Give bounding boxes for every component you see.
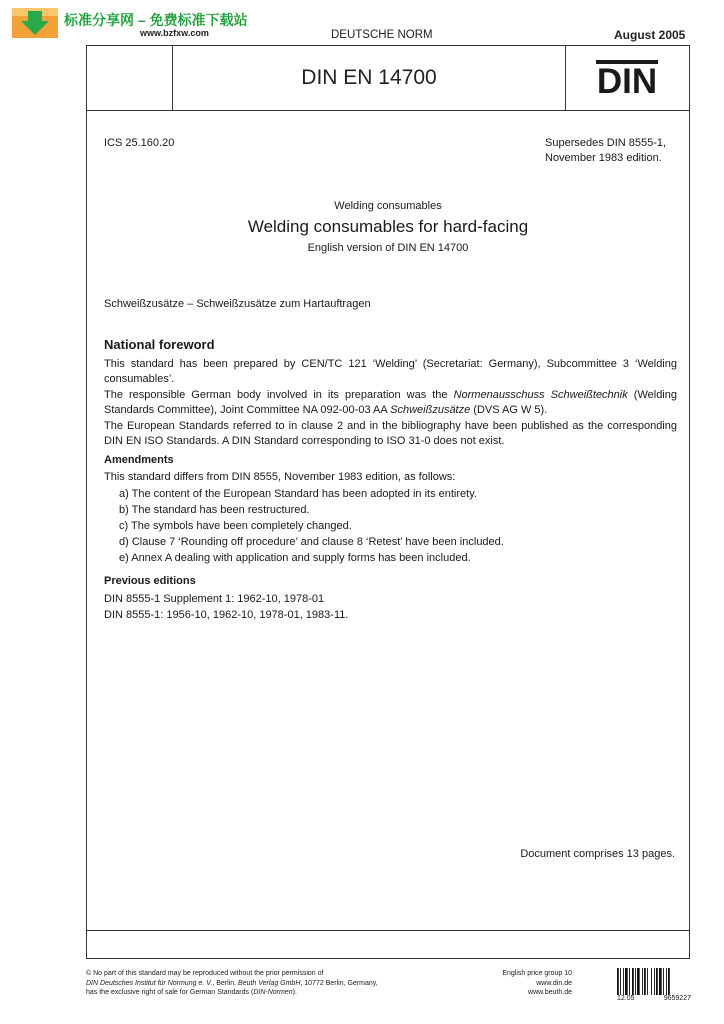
copyright-notice: © No part of this standard may be reproduced without the prior permission of DIN Deutsches Institut für Normung e. V., Berlin. Beuth Verlag GmbH, 10772 Berlin, Germany, has the exclusive right of sale for German Standards (DIN-Normen). [86, 970, 378, 996]
svg-text:DIN: DIN [596, 62, 658, 96]
document-title: Welding consumables for hard-facing [247, 217, 529, 236]
footer-rule [87, 930, 689, 931]
watermark-banner[interactable] [10, 6, 276, 40]
national-foreword-heading: National foreword [104, 337, 215, 352]
list-item: DIN 8555-1: 1956-10, 1962-10, 1978-01, 1983-11. [104, 609, 349, 621]
link-beuth[interactable]: www.beuth.de [528, 989, 572, 996]
price-info [470, 969, 572, 998]
barcode-number: 9659227 [663, 995, 691, 1002]
list-item: d) Clause 7 ‘Rounding off procedure’ and clause 8 ‘Retest’ have been included. [119, 536, 504, 548]
barcode-numbers [617, 995, 691, 1002]
title-small: Welding consumables [334, 200, 442, 212]
foreword-paragraph: The responsible German body involved in its preparation was the Normenausschuss Schweißtechnik (Welding Standards Committee), Joint Committee NA 092-00-03 AA Schweißzusätze (DVS AG W 5). [104, 389, 677, 416]
list-item: a) The content of the European Standard has been adopted in its entirety. [119, 488, 477, 500]
german-title: Schweißzusätze – Schweißzusätze zum Hartauftragen [104, 298, 371, 310]
foreword-paragraph: This standard has been prepared by CEN/TC 121 ‘Welding’ (Secretariat: Germany), Subcommittee 3 ‘Welding consumables’. [104, 358, 677, 385]
amendments-intro: This standard differs from DIN 8555, November 1983 edition, as follows: [104, 471, 456, 483]
amendments-heading: Amendments [104, 454, 174, 466]
download-arrow-icon [12, 8, 58, 38]
supersedes-note [545, 136, 685, 166]
supersedes-line: Supersedes DIN 8555-1, [545, 137, 667, 149]
price-group: English price group 10 [502, 970, 572, 977]
title-block [86, 199, 690, 255]
previous-editions-heading: Previous editions [104, 575, 196, 587]
list-item: DIN 8555-1 Supplement 1: 1962-10, 1978-01 [104, 593, 325, 605]
link-din[interactable]: www.din.de [536, 979, 572, 987]
ics-code: ICS 25.160.20 [104, 137, 175, 149]
page-count: Document comprises 13 pages. [520, 848, 675, 860]
watermark-site-name: 标准分享网 – 免费标准下载站 [64, 12, 248, 28]
din-logo-icon [596, 60, 658, 96]
barcode-date: 12.05 [617, 995, 635, 1002]
norm-label: DEUTSCHE NORM [331, 29, 433, 41]
barcode-icon [617, 968, 691, 995]
document-number: DIN EN 14700 [301, 66, 437, 89]
list-item: b) The standard has been restructured. [119, 504, 310, 516]
watermark-url[interactable]: www.bzfxw.com [140, 28, 209, 38]
header-frame [86, 45, 690, 111]
foreword-paragraph: The European Standards referred to in clause 2 and in the bibliography have been published as the corresponding DIN EN ISO Standards. A DIN Standard corresponding to ISO 31-0 does not exist. [104, 420, 677, 447]
previous-editions-list [104, 591, 348, 623]
issue-date: August 2005 [614, 28, 686, 42]
amendments-list [119, 486, 504, 566]
english-version-note: English version of DIN EN 14700 [307, 242, 469, 254]
supersedes-line: November 1983 edition. [545, 152, 662, 164]
list-item: e) Annex A dealing with application and supply forms has been included. [119, 552, 471, 564]
din-logo [565, 60, 689, 101]
list-item: c) The symbols have been completely changed. [119, 520, 352, 532]
